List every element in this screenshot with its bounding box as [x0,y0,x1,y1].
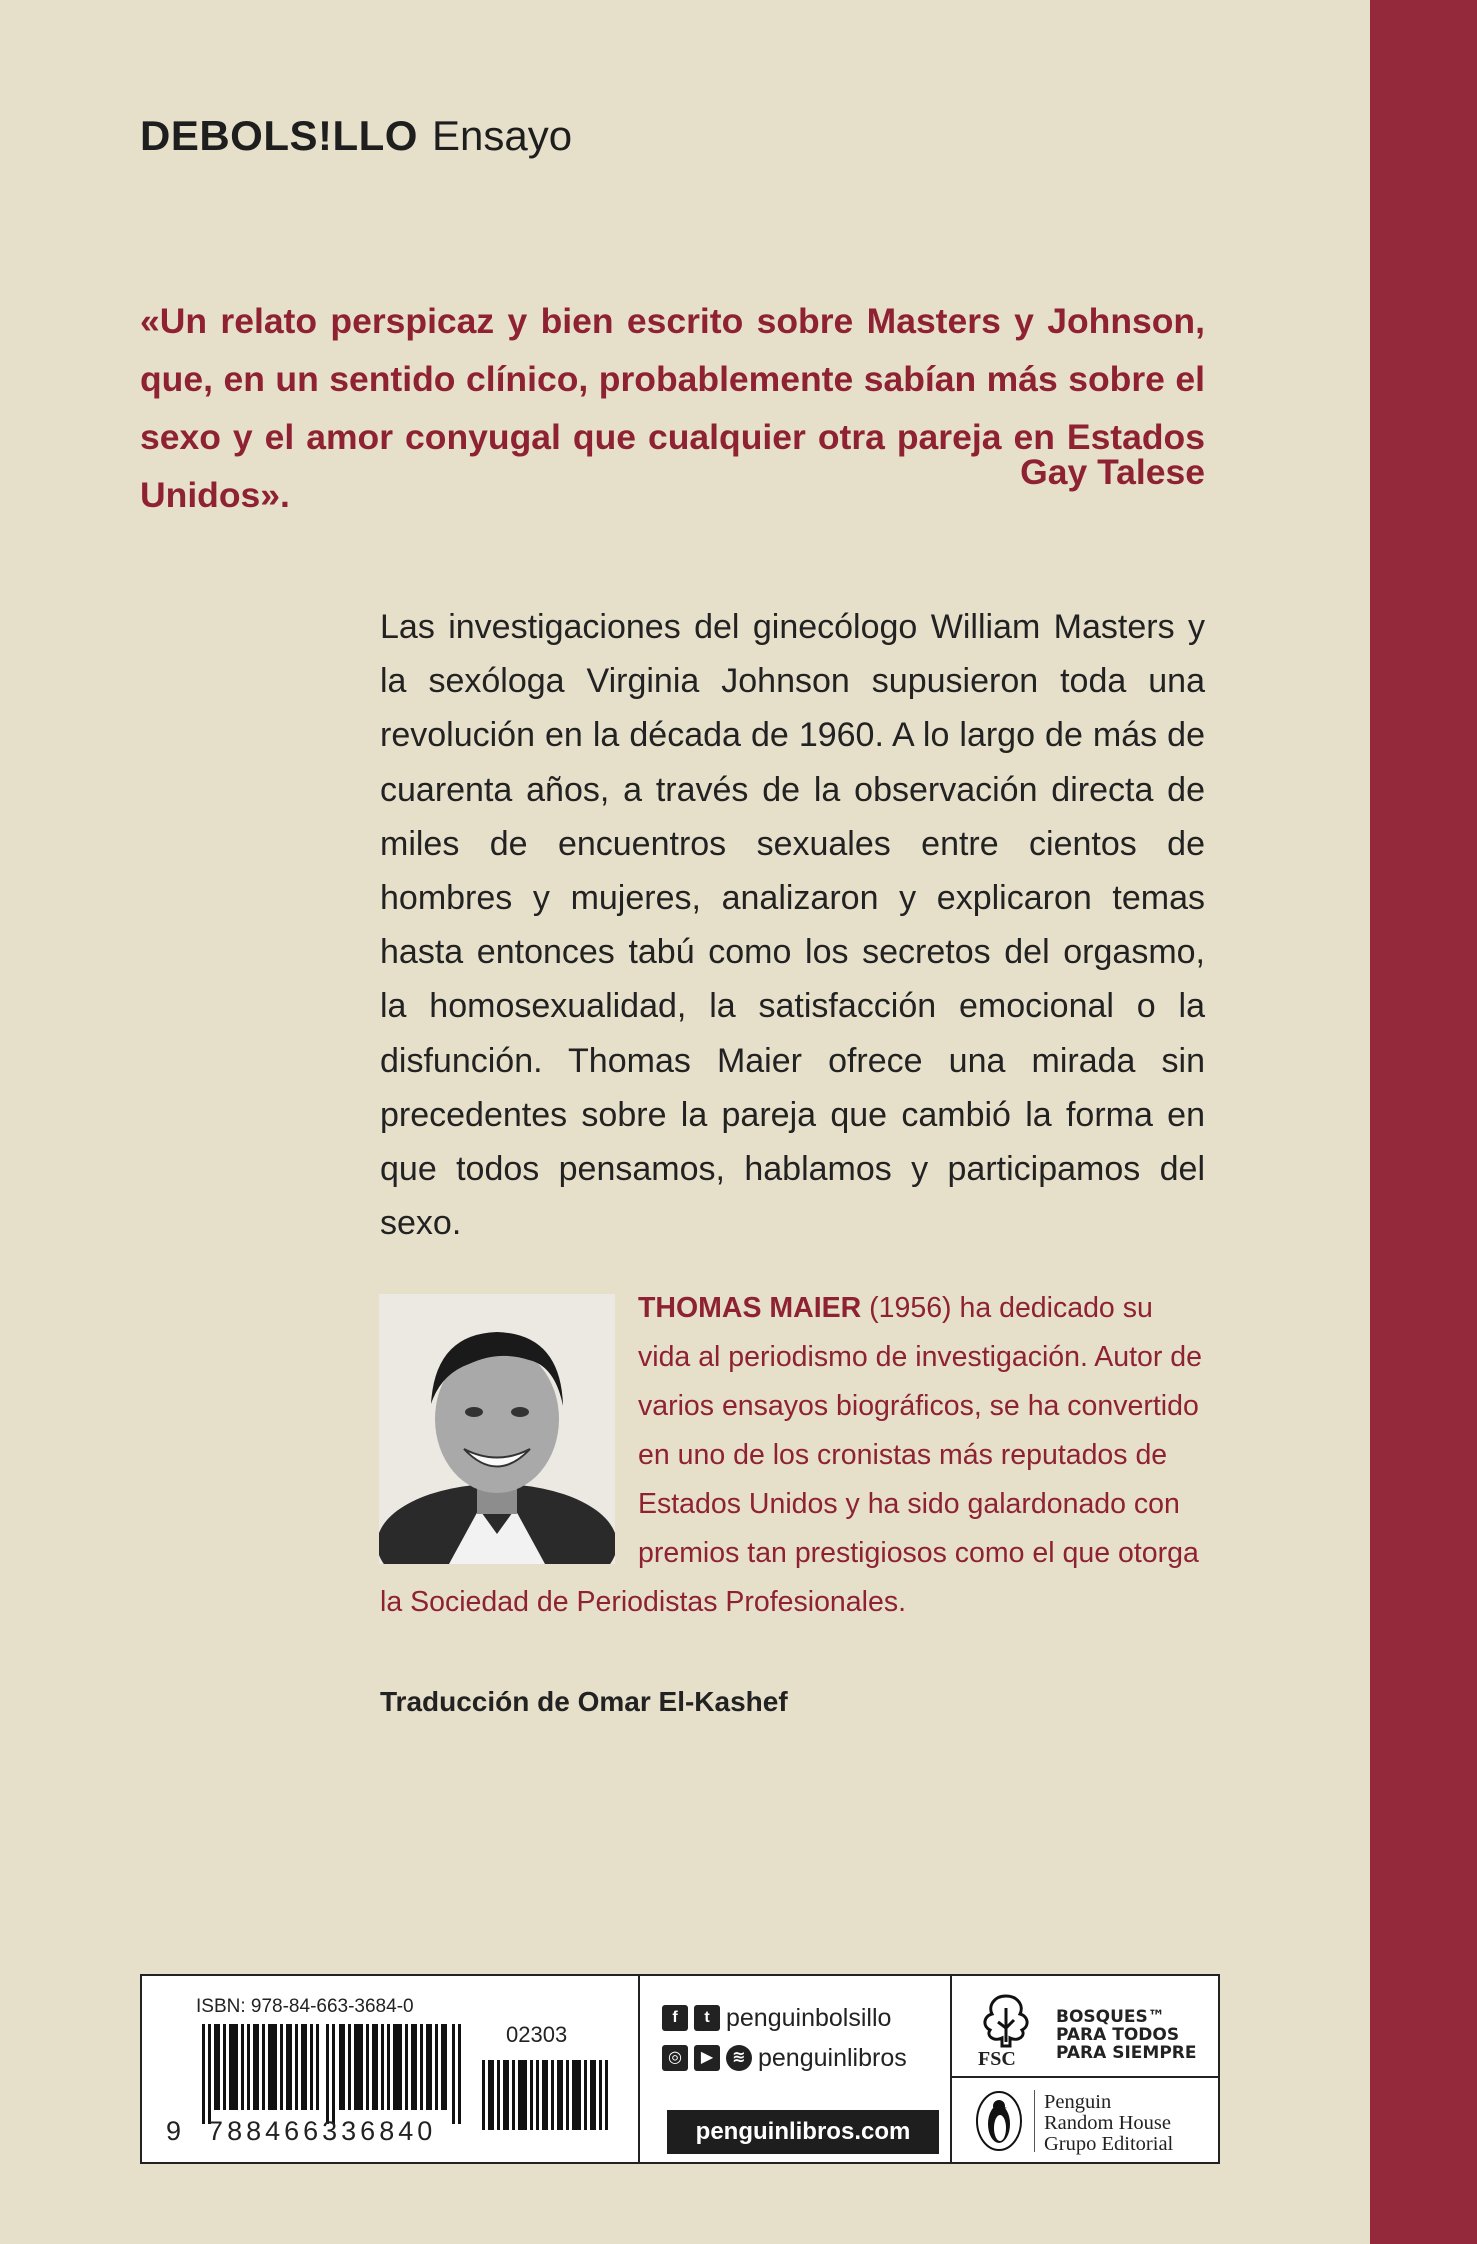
divider [950,1976,952,2162]
fsc-slogan-line: PARA TODOS [1056,2025,1180,2045]
barcode-digits [166,2116,436,2147]
publisher-line: Penguin [1044,2091,1112,2113]
isbn-label: ISBN: 978-84-663-3684-0 [196,1996,414,2017]
twitter-icon[interactable]: t [694,2005,720,2031]
fsc-tree-icon [976,1992,1036,2048]
fsc-slogan [1056,2008,1196,2062]
social-block [662,1998,907,2078]
spotify-icon[interactable]: ≋ [726,2045,752,2071]
publisher-line: Grupo Editorial [1044,2133,1174,2155]
website-link[interactable]: penguinlibros.com [667,2110,939,2154]
author-bio [380,1284,1205,1627]
publisher-name [1044,2092,1173,2155]
social-handle-1[interactable]: penguinbolsillo [726,2003,892,2032]
back-cover-infobox [140,1974,1220,2164]
publisher-brand: DEBOLS!LLO [140,112,418,159]
publisher-logo [972,2084,1212,2158]
youtube-icon[interactable]: ▶ [694,2045,720,2071]
divider [638,1976,640,2162]
barcode-block [142,1976,638,2162]
fsc-slogan-line: PARA SIEMPRE [1056,2043,1197,2063]
fsc-label: FSC [978,2048,1016,2070]
book-synopsis: Las investigaciones del ginecólogo William Masters y la sexóloga Virginia Johnson supusieron toda una revolución en la década de 1960. A lo largo de más de cuarenta años, a través de la observación directa de miles de encuentros sexuales entre cientos de hombres y mujeres, analizaron y explicaron temas hasta entonces tabú como los secretos del orgasmo, la homosexualidad, la satisfacción emocional o la disfunción. Thomas Maier ofrece una mirada sin precedentes sobre la pareja que cambió la forma en que todos pensamos, hablamos y participamos del sexo. [380,608,1205,1243]
social-handle-2[interactable]: penguinlibros [758,2043,907,2072]
social-row-1 [662,1998,907,2038]
barcode-number: 788466336840 [208,2116,437,2146]
instagram-icon[interactable]: ◎ [662,2045,688,2071]
penguin-icon [974,2090,1024,2152]
social-row-2 [662,2038,907,2078]
review-quote: «Un relato perspicaz y bien escrito sobre Masters y Johnson, que, en un sentido clínico, probablemente sabían más sobre el sexo y el amor conyugal que cualquier otra pareja en Estados Unidos». [140,301,1205,515]
spine-band [1370,0,1477,2244]
author-bio-text: (1956) ha dedicado su vida al periodismo de investigación. Autor de varios ensayos biográficos, se ha convertido en uno de los cronistas más reputados de Estados Unidos y ha sido galardonado con premios tan prestigiosos como el que otorga la Sociedad de Periodistas Profesionales. [380,1292,1203,1618]
barcode-addon-number: 02303 [506,2022,568,2047]
divider [952,2076,1218,2078]
fsc-certification [972,1986,1208,2076]
barcode-addon [482,2050,612,2130]
divider [1034,2090,1035,2152]
facebook-icon[interactable]: f [662,2005,688,2031]
translation-credit: Traducción de Omar El-Kashef [380,1686,788,1717]
barcode-first-digit: 9 [166,2116,186,2146]
fsc-slogan-line: BOSQUES™ [1056,2007,1165,2027]
publisher-line: Random House [1044,2112,1171,2134]
author-name: THOMAS MAIER [638,1292,862,1324]
imprint-header [140,112,572,168]
quote-author: Gay Talese [1020,452,1205,492]
series-label: Ensayo [431,112,573,159]
barcode-main [202,2024,464,2124]
